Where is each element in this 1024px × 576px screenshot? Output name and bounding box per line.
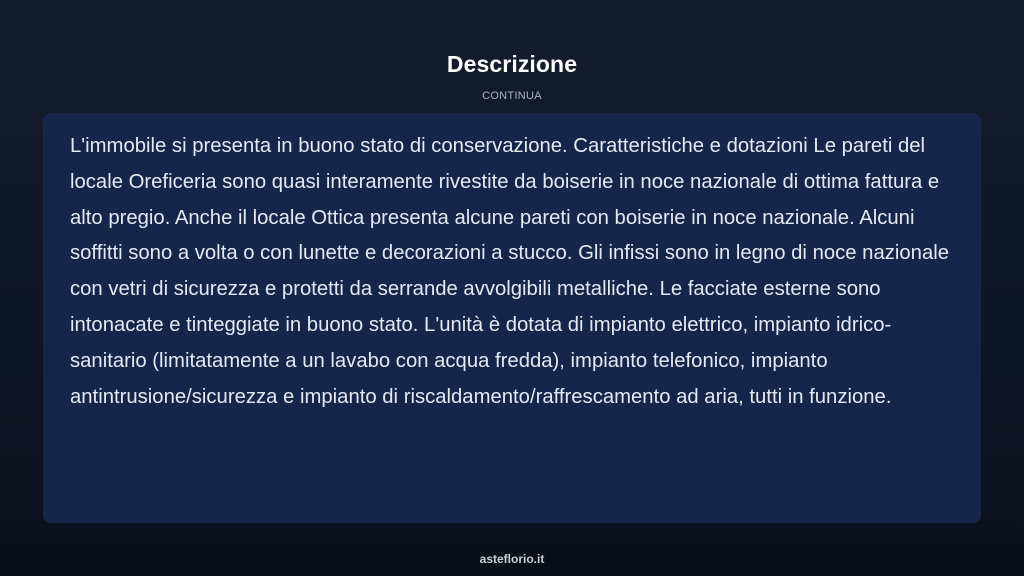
description-text: L'immobile si presenta in buono stato di conservazione. Caratteristiche e dotazioni Le pareti del locale Oreficeria sono quasi interamente rivestite da boiserie in noce nazionale di ottima fattura e alto pregio. Anche il locale Ottica presenta alcune pareti con boiserie in noce nazionale. Alcuni soffitti sono a volta o con lunette e decorazioni a stucco. Gli infissi sono in legno di noce nazionale con vetri di sicurezza e protetti da serrande avvolgibili metalliche. Le facciate esterne sono intonacate e tinteggiate in buono stato. L'unità è dotata di impianto elettrico, impianto idrico-sanitario (limitatamente a un lavabo con acqua fredda), impianto telefonico, impianto antintrusione/sicurezza e impianto di riscaldamento/raffrescamento ad aria, tutti in funzione. <box>70 135 950 408</box>
footer-site-label: asteflorio.it <box>479 552 545 566</box>
page-title: Descrizione <box>446 51 578 77</box>
footer <box>0 543 1024 576</box>
page-subtitle: CONTINUA <box>482 90 542 102</box>
description-card <box>43 113 981 523</box>
